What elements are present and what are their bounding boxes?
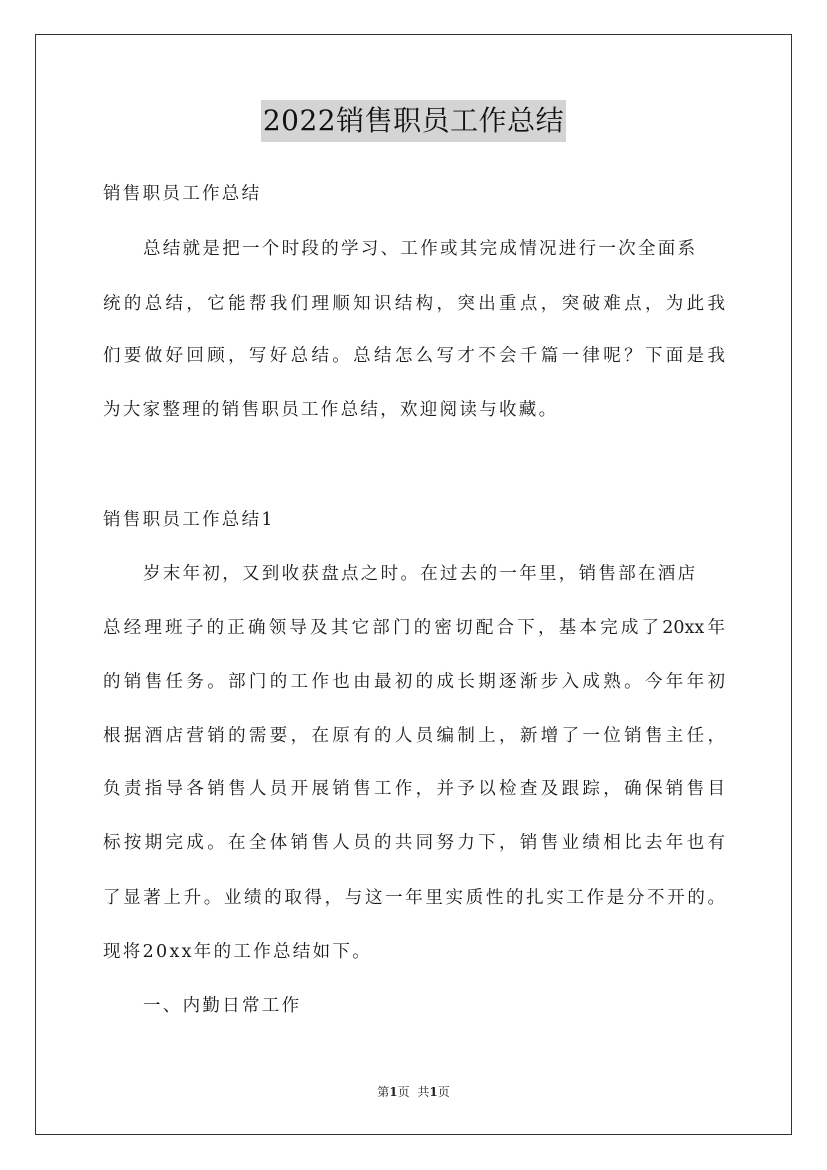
- footer-page-current: 1: [389, 1085, 398, 1099]
- intro-line-4: 为大家整理的销售职员工作总结，欢迎阅读与收藏。: [103, 400, 559, 420]
- intro-line-1: 总结就是把一个时段的学习、工作或其完成情况进行一次全面系: [143, 239, 698, 259]
- footer-total-prefix: 共: [417, 1085, 430, 1099]
- section-1-line-5: 负责指导各销售人员开展销售工作，并予以检查及跟踪，确保销售目: [103, 779, 725, 799]
- section-1-heading: 销售职员工作总结1: [103, 510, 275, 530]
- subsection-heading: 一、内勤日常工作: [143, 996, 302, 1016]
- title-container: [0, 100, 827, 142]
- section-1-line-4: 根据酒店营销的需要，在原有的人员编制上，新增了一位销售主任，: [103, 726, 725, 746]
- intro-line-2: 统的总结，它能帮我们理顺知识结构，突出重点，突破难点，为此我: [103, 294, 725, 314]
- section-1-line-3: 的销售任务。部门的工作也由最初的成长期逐渐步入成熟。今年年初: [103, 672, 725, 692]
- section-1-line-1: 岁末年初，又到收获盘点之时。在过去的一年里，销售部在酒店: [143, 564, 698, 584]
- section-1-line-7: 了显著上升。业绩的取得，与这一年里实质性的扎实工作是分不开的。: [103, 888, 725, 908]
- footer-total-suffix: 页: [437, 1085, 450, 1099]
- document-subtitle: 销售职员工作总结: [103, 184, 262, 204]
- footer-page-total: 1: [429, 1085, 438, 1099]
- section-1-line-2: 总经理班子的正确领导及其它部门的密切配合下，基本完成了20xx年: [103, 618, 725, 638]
- page-footer: [0, 1084, 827, 1100]
- document-title: 2022销售职员工作总结: [261, 100, 566, 142]
- intro-line-3: 们要做好回顾，写好总结。总结怎么写才不会千篇一律呢？下面是我: [103, 346, 725, 366]
- footer-page-prefix: 第: [377, 1085, 390, 1099]
- section-1-line-8: 现将20xx年的工作总结如下。: [103, 942, 373, 962]
- section-1-line-6: 标按期完成。在全体销售人员的共同努力下，销售业绩相比去年也有: [103, 833, 725, 853]
- footer-page-suffix: 页: [397, 1085, 410, 1099]
